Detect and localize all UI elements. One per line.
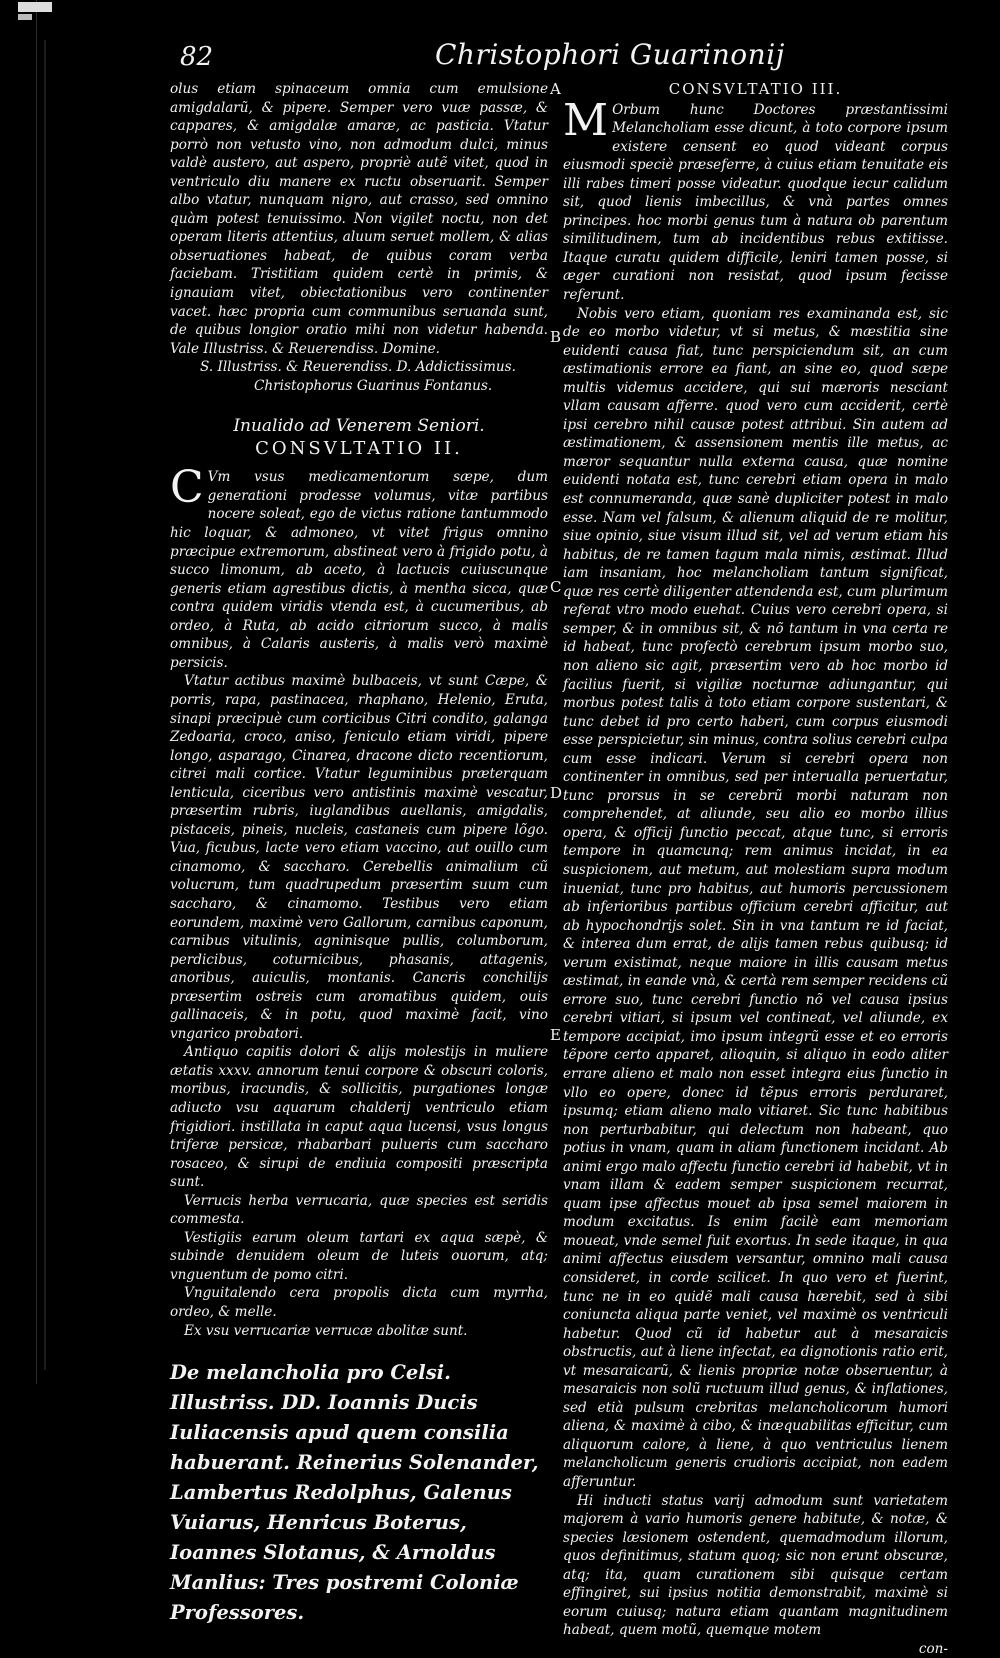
right-paragraph: Hi inducti status varij admodum sunt varietatem majorem à vario humoris genere habitute, & notæ, & species læsionem ostendent, quemadmodum illorum, quos definitimus, statum quoq; sic non erunt obscuræ, atq; ita, quam curationem sibi quisque certam effingiret, sui ipsius notitia demonstrabit, maximè si eorum cuiusq; natura etiam quantam magnitudinem habeat, quem motũ, quemque motem	[563, 1492, 948, 1639]
left-paragraph: olus etiam spinaceum omnia cum emulsione amigdalarũ, & pipere. Semper vero vuæ passæ, & cappares, & amigdalæ amaræ, ac pasticia. Vtatur porrò non vetusto vino, non admodum dulci, minus valdè austero, aut aspero, propriè autẽ vitet, quod in ventriculo diu manere ex ructu obseruarit. Semper albo vtatur, nunquam nigro, aut crasso, sed omnino quàm potest tenuissimo. Non vigilet noctu, non det operam literis attentius, aluum seruet mollem, & alias obseruationes habeat, de quibus coram verba faciebam. Tristitiam quidem certè in primis, & ignauiam vitet, obiectationibus vero continenter vacet. hæc propria cum communibus seruanda sunt, de quibus longior oratio mihi non videtur habenda. Vale Illustriss. & Reuerendiss. Domine.	[170, 81, 548, 357]
left-paragraph: Antiquo capitis dolori & alijs molestijs in muliere ætatis xxxv. annorum tenui corpore & obscuri coloris, moribus, iracundis, & sollicitis, purgationes longæ adiucto vsu aquarum chalderij ventriculo etiam frigidiori. instillata in caput aqua lucensi, vsus longus triferæ persicæ, rhabarbari pulueris cum saccharo rosaceo, & sirupi de endiuia compositi præscripta sunt.	[170, 1044, 548, 1191]
right-paragraph: Orbum hunc Doctores præstantissimi Melancholiam esse dicunt, à toto corpore ipsum existere censent eo quod videant corpus eiusmodi speciè præseferre, à cuius etiam tenuitate eis illi rabes timeri posse videatur. quodque iecur calidum sit, quod lienis imbecillus, & vnà partes omnes principes. hoc morbi genus tum à natura ob parentum similitudinem, tum ab incidentibus rebus extitisse. Itaque curatu quidem difficile, leniri tamen posse, si æger curationi non resistat, quod ipsum fecisse referunt.	[563, 101, 948, 304]
left-paragraph: Vm vsus medicamentorum sæpe, dum generationi prodesse volumus, vitæ partibus nocere soleat, ego de victus ratione tantummodo hic loquar, & admoneo, vt vitet frigus omnino præcipue extremorum, abstineat vero à frigido potu, à succo limonum, ab aceto, à lactucis cuiuscunque generis etiam agrestibus dictis, à mentha sicca, quæ contra quidem viridis vtenda est, à cucumeribus, ab ordeo, à Ruta, ab acido citriorum succo, à malis omnibus, à Calaris austeris, à malis verò maximè persicis.	[170, 469, 548, 671]
left-column	[170, 80, 548, 1628]
scan-corner-mark-small	[18, 14, 32, 20]
consultation-title: Inualido ad Venerem Seniori.	[233, 416, 485, 437]
right-column	[563, 80, 948, 1658]
right-paragraph: Nobis vero etiam, quoniam res examinanda est, sic de eo morbo videtur, vt si metus, & mæstitia sine euidenti causa fiat, tunc perspiciendum sit, an cum æstimationis errore ea fiant, an sine eo, quod sæpe multis videmus accidere, qui sui mæroris nesciant vllam causam afferre. quod vero cum acciderit, certè ipsi cerebro nihil causæ potest attribui. Sin autem ad æstimationem, & assensionem mentis ille metus, ac mæror sequantur nulla externa causa, quæ nomine euidenti notata est, tunc cerebri etiam opera in malo est connumeranda, quæ sanè dupliciter potest in malo esse. Nam vel falsum, & alienum aliquid de re molitur, siue opinio, siue visum illud sit, vel ad verum etiam his habitus, de re tamen tagum mala nimis, æstimat. Illud iam insaniam, hoc melancholiam tantum significat, quæ res certè diligenter attendenda est, cum plurimum referat vtro modo euehat. Cuius vero cerebri opera, si semper, & in omnibus sit, & nõ tantum in vna certa re id habeat, tunc profectò cerebrum ipsum morbo suo, non alieno sic agit, præsertim vero ab hoc morbo id facilius fuerit, si vigiliæ nocturnæ adiungantur, qui morbus potest talis à toto etiam corpore sustentari, & tunc debet id pro certo haberi, cum corpus eiusmodi esse perspicietur, sin minus, contra solius cerebri culpa cum esse indicari. Verum si cerebri opera non continenter in omnibus, sed per interualla peruertatur, tunc prorsus in se cerebrũ morbi naturam non comprehendet, at aliunde, seu alio eo morbo illius opera, & officij functio peccat, atque tunc, si erroris tempore in quamcunq; rem animus incidat, in ea suspicionem, aut metum, aut molestiam supra modum inueniat, tunc pro habitus, aut humoris percussionem ab inferioribus partibus officium cerebri afficitur, aut ab hypochondrijs solet. Sin in vna tantum re id faciat, & interea dum errat, de alijs tamen rebus quibusq; id verum existimat, neque maiore in illis causam metus æstimat, in eande vnà, & certà rem semper recidens cũ errore suo, tunc cerebri functio nõ vel causa ipsius cerebri vitiari, si ipsum vel contineat, vel aliunde, ex tempore accipiat, imo ipsum integrũ esse et eo erroris tẽpore certo apparet, alioquin, si aliquo in eodo aliter errare alieno et malo non esset integra eius functio in vllo eo opere, donec id tẽpus erroris perduraret, ipsumq; etiam alieno malo vitiaret. Sic tunc habitibus non perturbabitur, qui delectum non habeant, quo potius in vnam, quam in aliam functionem incidant. Ab animi ergo malo affectu functio cerebri id habebit, vt in vnam illam & eadem semper suspicionem recurrat, quam ipse affectus mouet ab ipsa semel maiorem in modum excitatus. Is enim facilè eam memoriam moueat, vnde semel fuit exortus. In sede itaque, in qua animi affectus eiusdem versantur, omnino mali causa consideret, in corde scilicet. In quo vero et fuerint, tunc ne in eo quidẽ mali causa hærebit, sed à sibi coniuncta aliqua parte veniet, vel maximè os ventriculi habetur. Quod cũ id habetur aut à mesaraicis obstructis, aut à liene infectat, ea dignotionis ratio erit, vt mesaraicarũ, & lienis propriæ notæ obseruentur, à mesaraicis non solũ ructuum illud genus, & inflationes, sed etià pulsum crebritas melancholicorum humori aliena, & maximè à cibo, & inæquabilitas efficitur, cum aliquorum calore, à liene, à quo ventriculus lienem melancholicum generis crudioris accipiat, non eadem afferuntur.	[563, 305, 948, 1491]
signature-name: Christophorus Guarinus Fontanus.	[254, 377, 493, 394]
left-paragraph: Verrucis herba verrucaria, quæ species est seridis commesta.	[170, 1192, 548, 1228]
scan-corner-mark	[18, 2, 52, 12]
consultatio-heading: CONSVLTATIO II.	[255, 437, 463, 459]
margin-letter-e: E	[550, 1026, 561, 1044]
left-paragraph: Vtatur actibus maximè bulbaceis, vt sunt Cæpe, & porris, rapa, pastinacea, rhaphano, Helenio, Eruta, sinapi præcipuè cum corticibus Citri condito, galanga Zedoaria, croco, aniso, feniculo etiam viridi, pipere longo, asparago, Cinarea, dracone dicto recentiorum, citrei mali cortice. Vtatur leguminibus præterquam lenticula, ciceribus vero antistinis maximè vescatur, præsertim rubris, iuglandibus auellanis, amigdalis, pistaceis, pineis, nucleis, castaneis cum pipere lõgo. Vua, ficubus, lacte vero etiam vaccino, aut ouillo cum cinamomo, & saccharo. Cerebellis animalium cũ volucrum, tum quadrupedum præsertim suum cum saccharo, & cinamomo. Testibus vero etiam eorundem, maximè vero Gallorum, carnibus caponum, carnibus vitulinis, agninisque pullis, columborum, perdicibus, coturnicibus, phasanis, attagenis, anoribus, auiculis, montanis. Cancris conchilijs præsertim ostreis cum aromatibus quidem, ouis gallinaceis, & in potu, quod maximè facit, vino vngarico probatori.	[170, 673, 548, 1042]
page-header	[180, 38, 880, 78]
left-paragraph: Vnguitalendo cera propolis dicta cum myrrha, ordeo, & melle.	[170, 1285, 548, 1320]
drop-cap: C	[170, 462, 204, 514]
margin-letter-b: B	[550, 328, 562, 346]
left-paragraph: Vestigiis earum oleum tartari ex aqua sæpè, & subinde denuidem oleum de luteis ouorum, atq; vnguentum de pomo citri.	[170, 1229, 548, 1283]
signature-line: S. Illustriss. & Reuerendiss. D. Addictissimus.	[200, 359, 516, 376]
section-heading: De melancholia pro Celsi. Illustriss. DD. Ioannis Ducis Iuliacensis apud quem consilia habuerant. Reinerius Solenander, Lambertus Redolphus, Galenus Vuiarus, Henricus Boterus, Ioannes Slotanus, & Arnoldus Manlius: Tres postremi Coloniæ Professores.	[170, 1361, 539, 1625]
margin-letter-d: D	[550, 784, 563, 802]
margin-letter-a: A	[550, 80, 561, 98]
left-paragraph: Ex vsu verrucariæ verrucæ abolitæ sunt.	[184, 1322, 468, 1339]
scan-edge	[0, 0, 37, 1384]
page-number: 82	[180, 42, 214, 72]
catchword: con-	[918, 1640, 948, 1657]
margin-letter-c: C	[550, 578, 562, 596]
drop-cap: M	[563, 94, 609, 146]
gutter-line	[44, 40, 46, 1370]
running-head: Christophori Guarinonij	[435, 38, 785, 71]
consultatio-heading: CONSVLTATIO III.	[668, 80, 843, 98]
